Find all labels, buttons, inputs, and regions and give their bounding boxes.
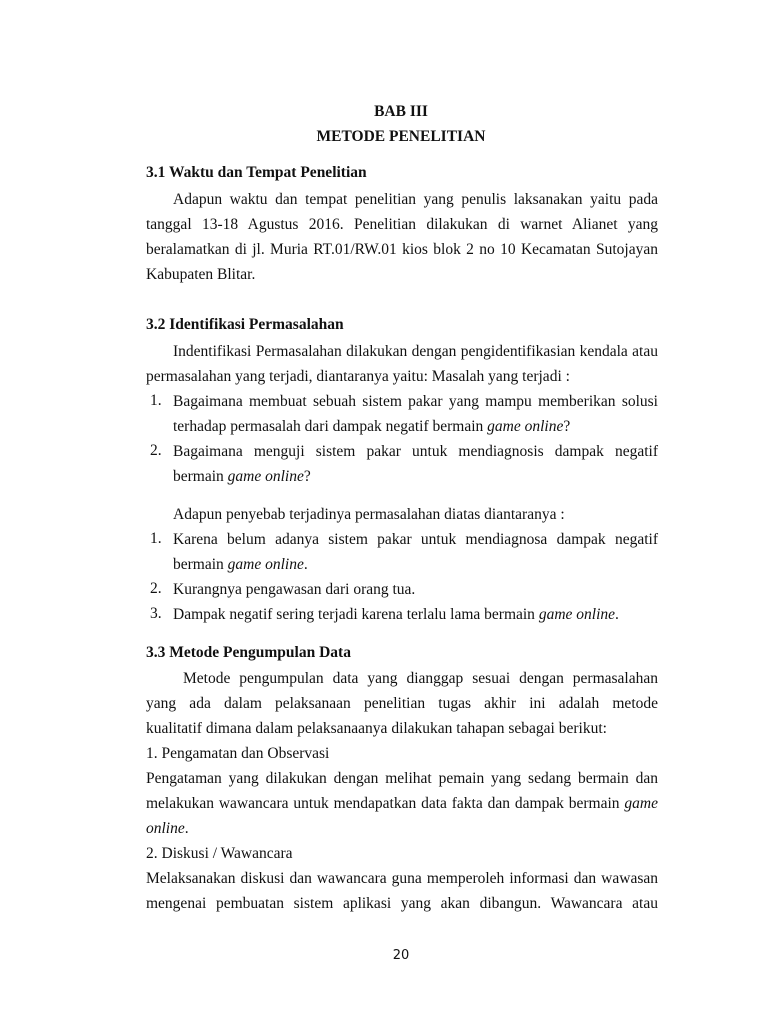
paragraph-line: Adapun penyebab terjadinya permasalahan diatas diantaranya : [173, 506, 565, 523]
paragraph-line: Adapun waktu dan tempat penelitian yang penulis laksanakan yaitu pada [173, 191, 658, 208]
paragraph-line: mengenai pembuatan sistem aplikasi yang akan dibangun. Wawancara atau [146, 895, 658, 912]
paragraph-line: Indentifikasi Permasalahan dilakukan dengan pengidentifikasian kendala atau [173, 343, 658, 360]
paragraph-line: online. [146, 820, 189, 837]
paragraph-line: melakukan wawancara untuk mendapatkan data fakta dan dampak bermain game [146, 795, 658, 812]
paragraph-line: kualitatif dimana dalam pelaksanaanya dilakukan tahapan sebagai berikut: [146, 720, 607, 737]
list-item-line: bermain game online? [173, 468, 311, 485]
paragraph-line: Melaksanakan diskusi dan wawancara guna memperoleh informasi dan wawasan [146, 870, 658, 887]
paragraph-line: permasalahan yang terjadi, diantaranya yaitu: Masalah yang terjadi : [146, 368, 570, 385]
paragraph-line: beralamatkan di jl. Muria RT.01/RW.01 kios blok 2 no 10 Kecamatan Sutojayan [146, 241, 658, 258]
list-number: 1. [150, 392, 162, 409]
list-item-line: Bagaimana membuat sebuah sistem pakar yang mampu memberikan solusi [173, 393, 658, 410]
section-heading-3-3: 3.3 Metode Pengumpulan Data [146, 644, 351, 661]
paragraph-line: Metode pengumpulan data yang dianggap sesuai dengan permasalahan [183, 670, 658, 687]
list-number: 3. [150, 605, 162, 622]
paragraph-line: yang ada dalam pelaksanaan penelitian tugas akhir ini adalah metode [146, 695, 658, 712]
page-number: 20 [392, 948, 410, 963]
chapter-number: BAB III [374, 103, 428, 120]
list-number: 1. [150, 530, 162, 547]
paragraph-line: Pengataman yang dilakukan dengan melihat pemain yang sedang bermain dan [146, 770, 658, 787]
method-title: 1. Pengamatan dan Observasi [146, 745, 330, 762]
list-number: 2. [150, 580, 162, 597]
list-item-line: Kurangnya pengawasan dari orang tua. [173, 581, 416, 598]
list-number: 2. [150, 442, 162, 459]
list-item-line: terhadap permasalah dari dampak negatif bermain game online? [173, 418, 571, 435]
list-item-line: Bagaimana menguji sistem pakar untuk mendiagnosis dampak negatif [173, 443, 658, 460]
list-item-line: Dampak negatif sering terjadi karena terlalu lama bermain game online. [173, 606, 619, 623]
list-item-line: bermain game online. [173, 556, 308, 573]
section-heading-3-2: 3.2 Identifikasi Permasalahan [146, 316, 344, 333]
method-title: 2. Diskusi / Wawancara [146, 845, 293, 862]
chapter-title: METODE PENELITIAN [316, 128, 486, 145]
paragraph-line: Kabupaten Blitar. [146, 266, 256, 283]
list-item-line: Karena belum adanya sistem pakar untuk mendiagnosa dampak negatif [173, 531, 658, 548]
paragraph-line: tanggal 13-18 Agustus 2016. Penelitian dilakukan di warnet Alianet yang [146, 216, 658, 233]
section-heading-3-1: 3.1 Waktu dan Tempat Penelitian [146, 164, 367, 181]
